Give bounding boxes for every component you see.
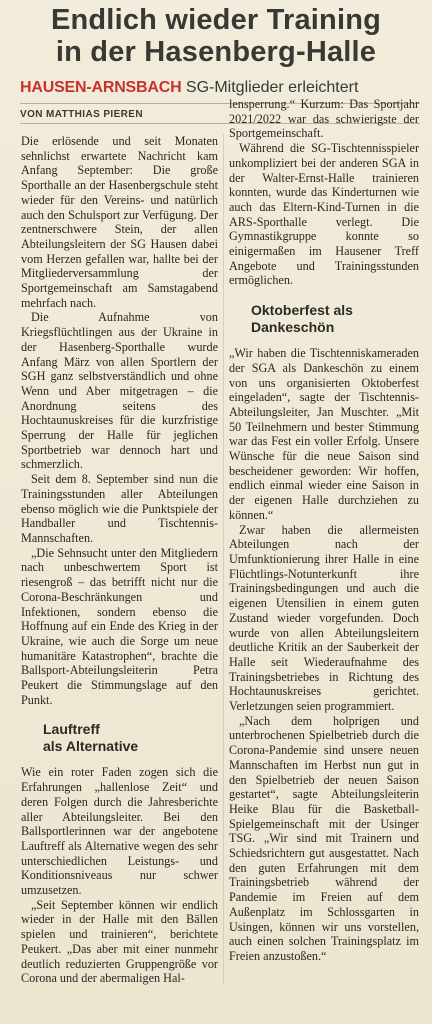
- article-column-right: [229, 97, 419, 964]
- section-heading: [43, 721, 218, 755]
- section-heading-line-2: als Alternative: [43, 738, 139, 755]
- paragraph: „Seit September können wir endlich wieder in der Halle mit den Bällen spielen und trainieren“, berichtete Peukert. „Das aber mit einer nunmehr deutlich reduzierten Gruppengröße vor Corona und der abermaligen Hal-: [21, 897, 218, 986]
- byline: VON MATTHIAS PIEREN: [20, 109, 143, 120]
- paragraph: Die erlösende und seit Monaten sehnlichst erwartete Nachricht kam Anfang September: Die große Sporthalle an der Hasenbergschule steht wieder für den Vereins- und natürlich auch den Schulsport zur Verfügung. Der zentnerschwere Stein, der allen Abteilungsleitern der SG Hausen dabei vom Herzen gefallen war, hallte bei der Mitgliederversammlung der Sportgemeinschaft am Samstagabend mehrfach nach.: [21, 134, 218, 310]
- section-heading-line-1: Oktoberfest als: [251, 302, 353, 319]
- section-heading: [251, 302, 419, 336]
- headline-line-1: Endlich wieder Training: [50, 4, 382, 36]
- section-heading-line-2: Dankeschön: [251, 319, 335, 336]
- column-gutter: [223, 134, 224, 984]
- paragraph: „Nach dem holprigen und unterbrochenen Spielbetrieb durch die Corona-Pandemie sind unsere neuen Mannschaften im Herbst nun gut in den Spielbetrieb der neuen Saison gestartet“, sagte Abteilungsleiterin Heike Blau für die Basketball-Spielgemeinschaft mit der Usinger TSG. „Wir sind mit Trainern und Schiedsrichtern gut ausgestattet. Nach den guten Erfahrungen mit dem Trainingsbetrieb während der Pandemie im Freien auf dem Außenplatz im Schlossgarten in Usingen, können wir uns vorstellen, auch einen solchen Trainingsplatz im Freien anzustoßen.“: [229, 713, 419, 963]
- headline: [0, 4, 432, 68]
- paragraph: „Die Sehnsucht unter den Mitgliedern nach unbeschwertem Sport ist riesengroß – das betrifft nicht nur die Corona-Beschränkungen und Infektionen, sondern ebenso die Hoffnung auf ein Ende des Krieg in der Ukraine, wie auch die Sorge um neue humanitäre Katastrophen“, brachte die Ballsport-Abteilungsleiterin Petra Peukert die Stimmungslage auf den Punkt.: [21, 545, 218, 707]
- paragraph: Die Aufnahme von Kriegsflüchtlingen aus der Ukraine in der Hasenberg-Sporthalle wurde Anfang März von allen Sportlern der SGH ganz selbstverständlich und ohne Wenn und Aber mitgetragen – die Anordnung seitens des Hochtaunuskreises für die kurzfristige Sperrung der Halle für jeglichen Sportbetrieb war dennoch hart und schmerzlich.: [21, 310, 218, 472]
- paragraph: Seit dem 8. September sind nun die Trainingsstunden aller Abteilungen ebenso möglich wie die Punktspiele der Handballer und Tischtennis-Mannschaften.: [21, 472, 218, 545]
- subheadline-text: SG-Mitglieder erleichtert: [185, 79, 359, 96]
- subheadline: [20, 79, 430, 97]
- paragraph: lensperrung.“ Kurzum: Das Sportjahr 2021/2022 war das schwierigste der Sportgemeinschaft.: [229, 97, 419, 141]
- paragraph: „Wir haben die Tischtenniskameraden der SGA als Dankeschön zu einem von uns organisierten Oktoberfest eingeladen“, sagte der Tischtennis-Abteilungsleiter, Jan Muschter. „Mit 50 Teilnehmern und bester Stimmung war das Fest ein voller Erfolg. Unsere Wünsche für die neue Saison sind bescheidener geworden: Wir hoffen, endlich einmal wieder eine Saison in der eigenen Halle durchziehen zu können.“: [229, 346, 419, 522]
- headline-line-2: in der Hasenberg-Halle: [55, 36, 377, 68]
- section-heading-line-1: Lauftreff: [43, 721, 100, 738]
- location-label: HAUSEN-ARNSBACH: [20, 79, 182, 96]
- article-column-left: [21, 134, 218, 986]
- paragraph: Während die SG-Tischtennisspieler unkompliziert bei der anderen SGA in der Walter-Ernst-Halle trainieren konnten, wurde das Kinderturnen wie auch das Eltern-Kind-Turnen in die ARS-Sporthalle verlegt. Die Gymnastikgruppe konnte so einigermaßen im Hausener Treff Angebote und Trainingsstunden ermöglichen.: [229, 141, 419, 288]
- paragraph: Wie ein roter Faden zogen sich die Erfahrungen „hallenlose Zeit“ und deren Folgen durch die Jahresberichte aller Abteilungsleiter. Bei den Ballsportlerinnen war der angebotene Lauftreff als Alternative wegen des sehr unterschiedlichen Leistungs- und Konditionsniveaus nur schwer umzusetzen.: [21, 765, 218, 898]
- paragraph: Zwar haben die allermeisten Abteilungen nach der Umfunktionierung ihrer Halle in eine Flüchtlings-Notunterkunft ihre Trainingsbedingungen und auch die eigenen Utensilien in einem guten Zustand wieder vorgefunden. Doch wurde von allen Abteilungsleitern deutliche Kritik an der Sauberkeit der Halle seit Wiederaufnahme des Trainingsbetriebes in Richtung des Hochtaunuskreises gerichtet. Verletzungen seien programmiert.: [229, 522, 419, 714]
